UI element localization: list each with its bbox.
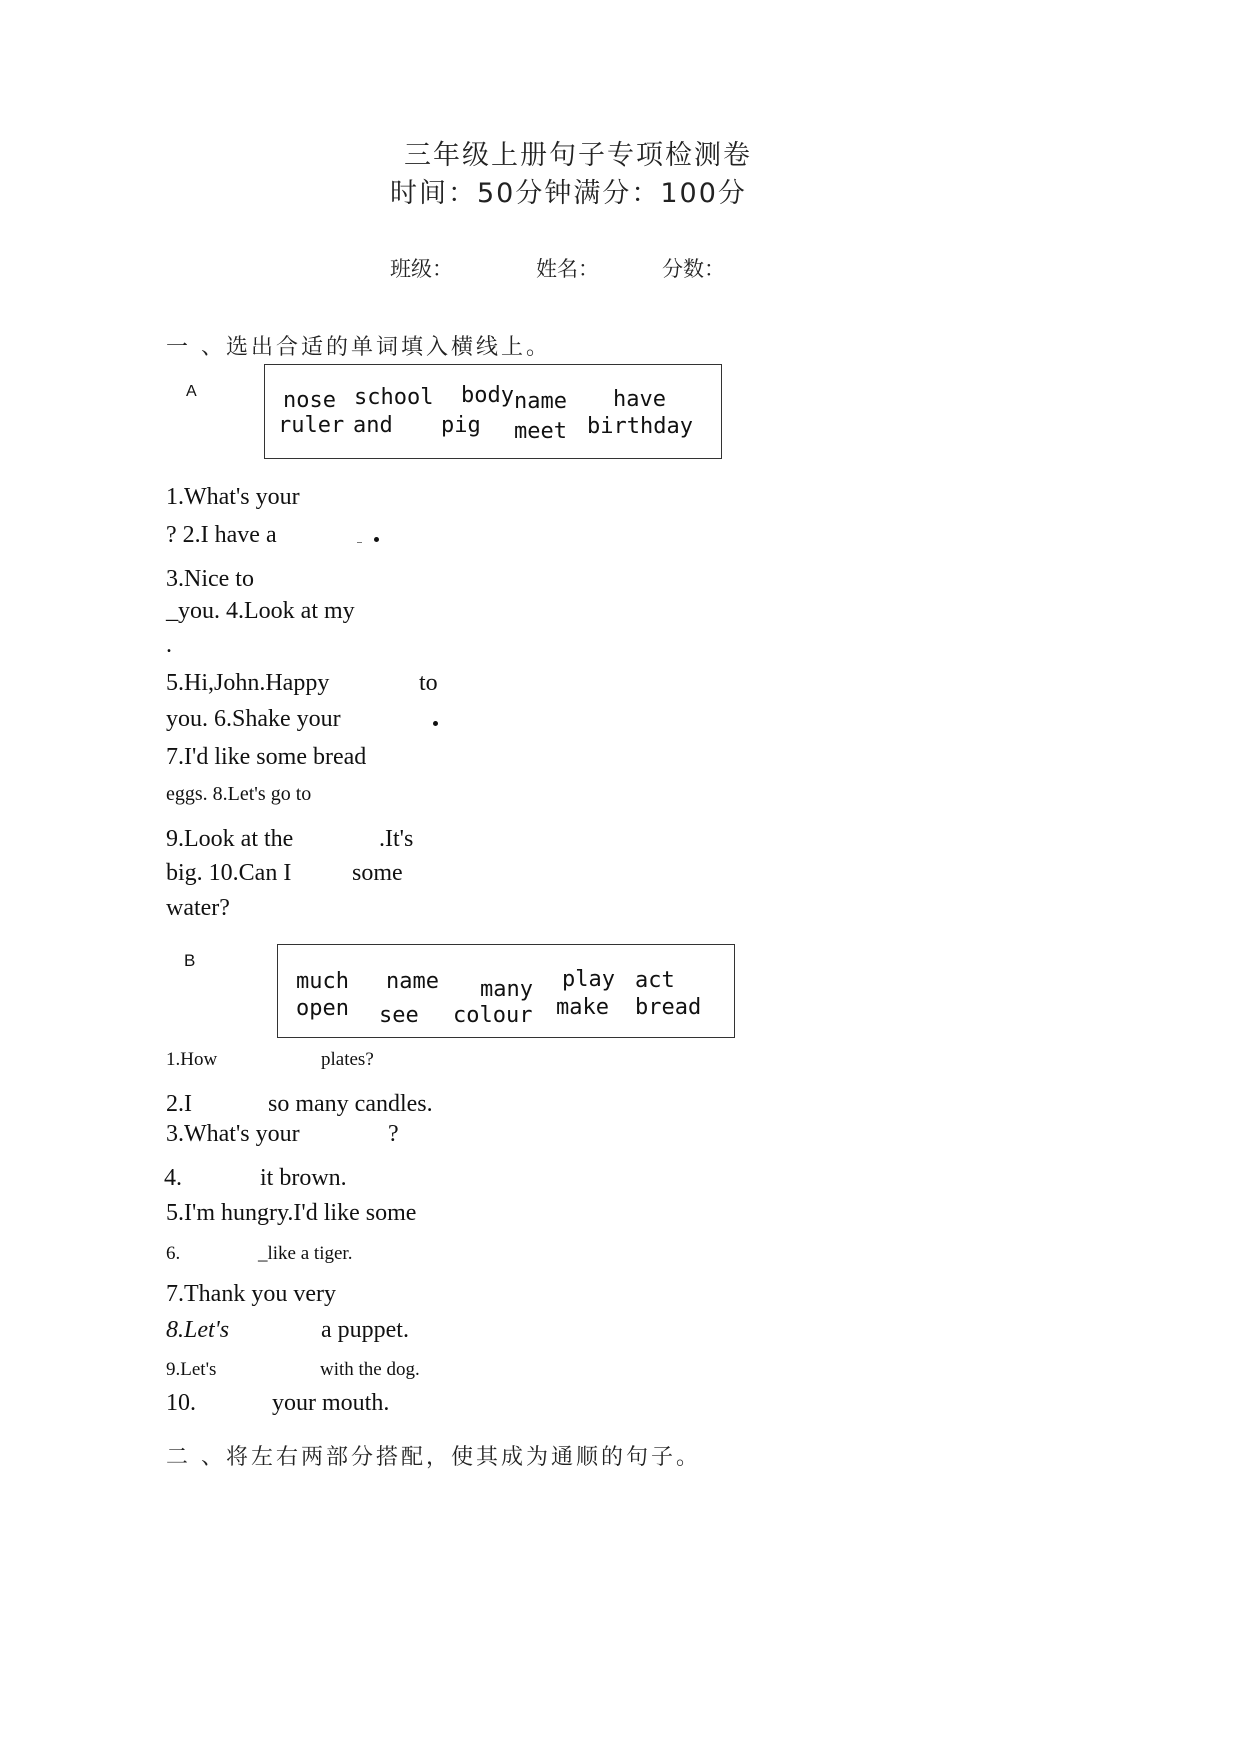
b-line-8: 8.Let's (166, 1317, 230, 1343)
part-b-label: B (184, 951, 196, 970)
a-line-9: eggs. 8.Let's go to (166, 783, 312, 805)
a-line-5: . (166, 632, 172, 658)
a-line-3: 3.Nice to (166, 566, 254, 592)
word-b-bread: bread (635, 995, 702, 1020)
word-b-see: see (379, 1003, 419, 1028)
a-line-1: 1.What's your (166, 484, 300, 510)
b-line-2b: so many candles. (268, 1091, 433, 1117)
word-a-name: name (514, 389, 567, 414)
b-line-6: 6. (166, 1243, 181, 1264)
word-b-act: act (635, 968, 675, 993)
b-line-8b: a puppet. (321, 1317, 409, 1343)
word-a-nose: nose (283, 388, 336, 413)
b-line-3: 3.What's your (166, 1121, 300, 1147)
a-line-11b: some (352, 860, 403, 886)
a-line-11: big. 10.Can I (166, 860, 292, 886)
a-line-10: 9.Look at the (166, 826, 294, 852)
page-subtitle: 时间：50分钟满分：100分 (390, 178, 747, 209)
a-line-4: _you. 4.Look at my (166, 598, 355, 624)
b-line-9b: with the dog. (320, 1359, 420, 1380)
word-a-meet: meet (514, 419, 567, 444)
page-title: 三年级上册句子专项检测卷 (404, 140, 752, 171)
a-line-10b: .It's (379, 826, 414, 852)
b-line-7: 7.Thank you very (166, 1281, 336, 1307)
section-2-heading: 二 、将左右两部分搭配，使其成为通顺的句子。 (166, 1445, 701, 1470)
score-label: 分数： (662, 257, 725, 281)
class-label: 班级： (390, 257, 453, 281)
word-b-many: many (480, 977, 533, 1002)
section-1-heading: 一 、选出合适的单词填入横线上。 (166, 335, 551, 360)
b-line-6b: _like a tiger. (258, 1243, 353, 1264)
blank-mark (357, 542, 362, 543)
a-line-8: 7.I'd like some bread (166, 744, 367, 770)
a-line-2: ? 2.I have a (166, 522, 277, 548)
word-a-ruler: ruler (278, 413, 345, 438)
b-line-10: 10. (166, 1390, 196, 1416)
period-mark (433, 721, 438, 726)
word-a-and: and (353, 413, 393, 438)
period-mark (374, 537, 379, 542)
b-line-2: 2.I (166, 1091, 192, 1117)
b-line-3b: ? (388, 1121, 399, 1147)
b-line-10b: your mouth. (272, 1390, 390, 1416)
a-line-12: water? (166, 895, 230, 921)
a-line-6: 5.Hi,John.Happy (166, 670, 330, 696)
word-b-open: open (296, 996, 349, 1021)
word-b-play: play (562, 967, 615, 992)
word-b-much: much (296, 969, 349, 994)
b-line-9: 9.Let's (166, 1359, 217, 1380)
word-a-school: school (354, 385, 434, 410)
word-a-have: have (613, 387, 666, 412)
word-b-name: name (386, 969, 439, 994)
b-line-4: 4. (164, 1165, 182, 1191)
word-a-birthday: birthday (587, 414, 693, 439)
word-b-colour: colour (453, 1003, 533, 1028)
b-line-1b: plates? (321, 1049, 374, 1070)
word-a-body: body (461, 383, 514, 408)
word-b-make: make (556, 995, 609, 1020)
word-a-pig: pig (441, 413, 481, 438)
a-line-6b: to (419, 670, 438, 696)
b-line-4b: it brown. (260, 1165, 347, 1191)
name-label: 姓名： (536, 257, 599, 281)
part-a-label: A (186, 383, 197, 400)
b-line-1: 1.How (166, 1049, 218, 1070)
a-line-7: you. 6.Shake your (166, 706, 341, 732)
b-line-5: 5.I'm hungry.I'd like some (166, 1200, 417, 1226)
